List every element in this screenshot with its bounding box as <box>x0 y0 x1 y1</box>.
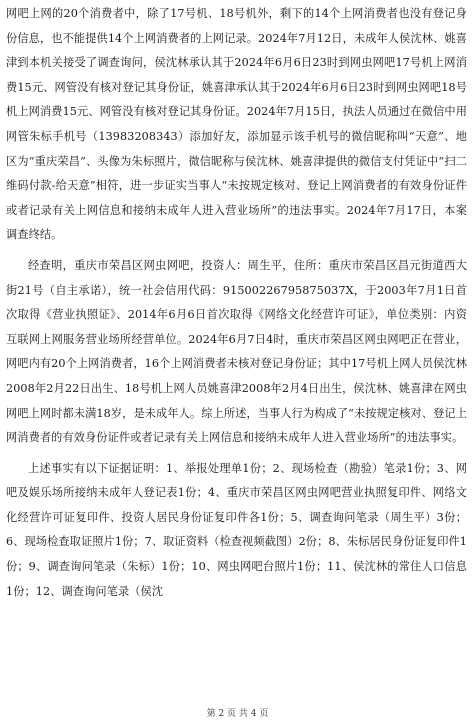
paragraph-findings: 经查明，重庆市荣昌区网虫网吧，投资人：周生平，住所：重庆市荣昌区昌元街道西大街21号（自主承诺），统一社会信用代码：91500226795875037X，于2003年7月1日首次取得《营业执照证》、2014年6月6日首次取得《网络文化经营许可证》，单位类别：内资互联网上网服务营业场所经营单位。2024年6月7日4时，重庆市荣昌区网虫网吧正在营业，网吧内有20个上网消费者，16个上网消费者未核对登记身份证；其中17号机上网人员侯沈林2008年2月22日出生、18号机上网人员姚喜津2008年2月4日出生，侯沈林、姚喜津在网虫网吧上网时都未满18岁，是未成年人。综上所述，当事人行为构成了“未按规定核对、登记上网消费者的有效身份证件或者记录有关上网信息和接纳未成年人进入营业场所”的违法事实。 <box>6 258 467 445</box>
page-number: 第 2 页 共 4 页 <box>206 709 269 719</box>
paragraph-investigation-process: 网吧上网的20个消费者中，除了17号机、18号机外，剩下的14个上网消费者也没有登记身份信息，也不能提供14个上网消费者的上网记录。2024年7月12日，未成年人侯沈林、姚喜津到本机关接受了调查询问，侯沈林承认其于2024年6月6日23时到网虫网吧17号机上网消费15元、网管没有核对登记其身份证，姚喜津承认其于2024年6月6日23时到网虫网吧18号机上网消费15元、网管没有核对登记其身份证。2024年7月15日，执法人员通过在微信中用网管朱标手机号（13983208343）添加好友，添加显示该手机号的微信昵称叫“天意”、地区为“重庆荣昌”、头像为朱标照片，微信昵称与侯沈林、姚喜津提供的微信支付凭证中“扫二维码付款-给天意”相符，进一步证实当事人“未按规定核对、登记上网消费者的有效身份证件或者记录有关上网信息和接纳未成年人进入营业场所”的违法事实。2024年7月17日，本案调查终结。 <box>6 7 467 242</box>
paragraph-evidence-list: 上述事实有以下证据证明：1、举报处理单1份；2、现场检查（勘验）笔录1份；3、网吧及娱乐场所接纳未成年人登记表1份；4、重庆市荣昌区网虫网吧营业执照复印件、网络文化经营许可证复印件、投资人居民身份证复印件各1份；5、调查询问笔录（周生平）3份；6、现场检查取证照片1份；7、取证资料（检查视频截图）2份；8、朱标居民身份证复印件1份；9、调查询问笔录（朱标）1份；10、网虫网吧台照片1份；11、侯沈林的常住人口信息1份；12、调查询问笔录（侯沈 <box>6 461 467 598</box>
document-body <box>6 2 467 604</box>
